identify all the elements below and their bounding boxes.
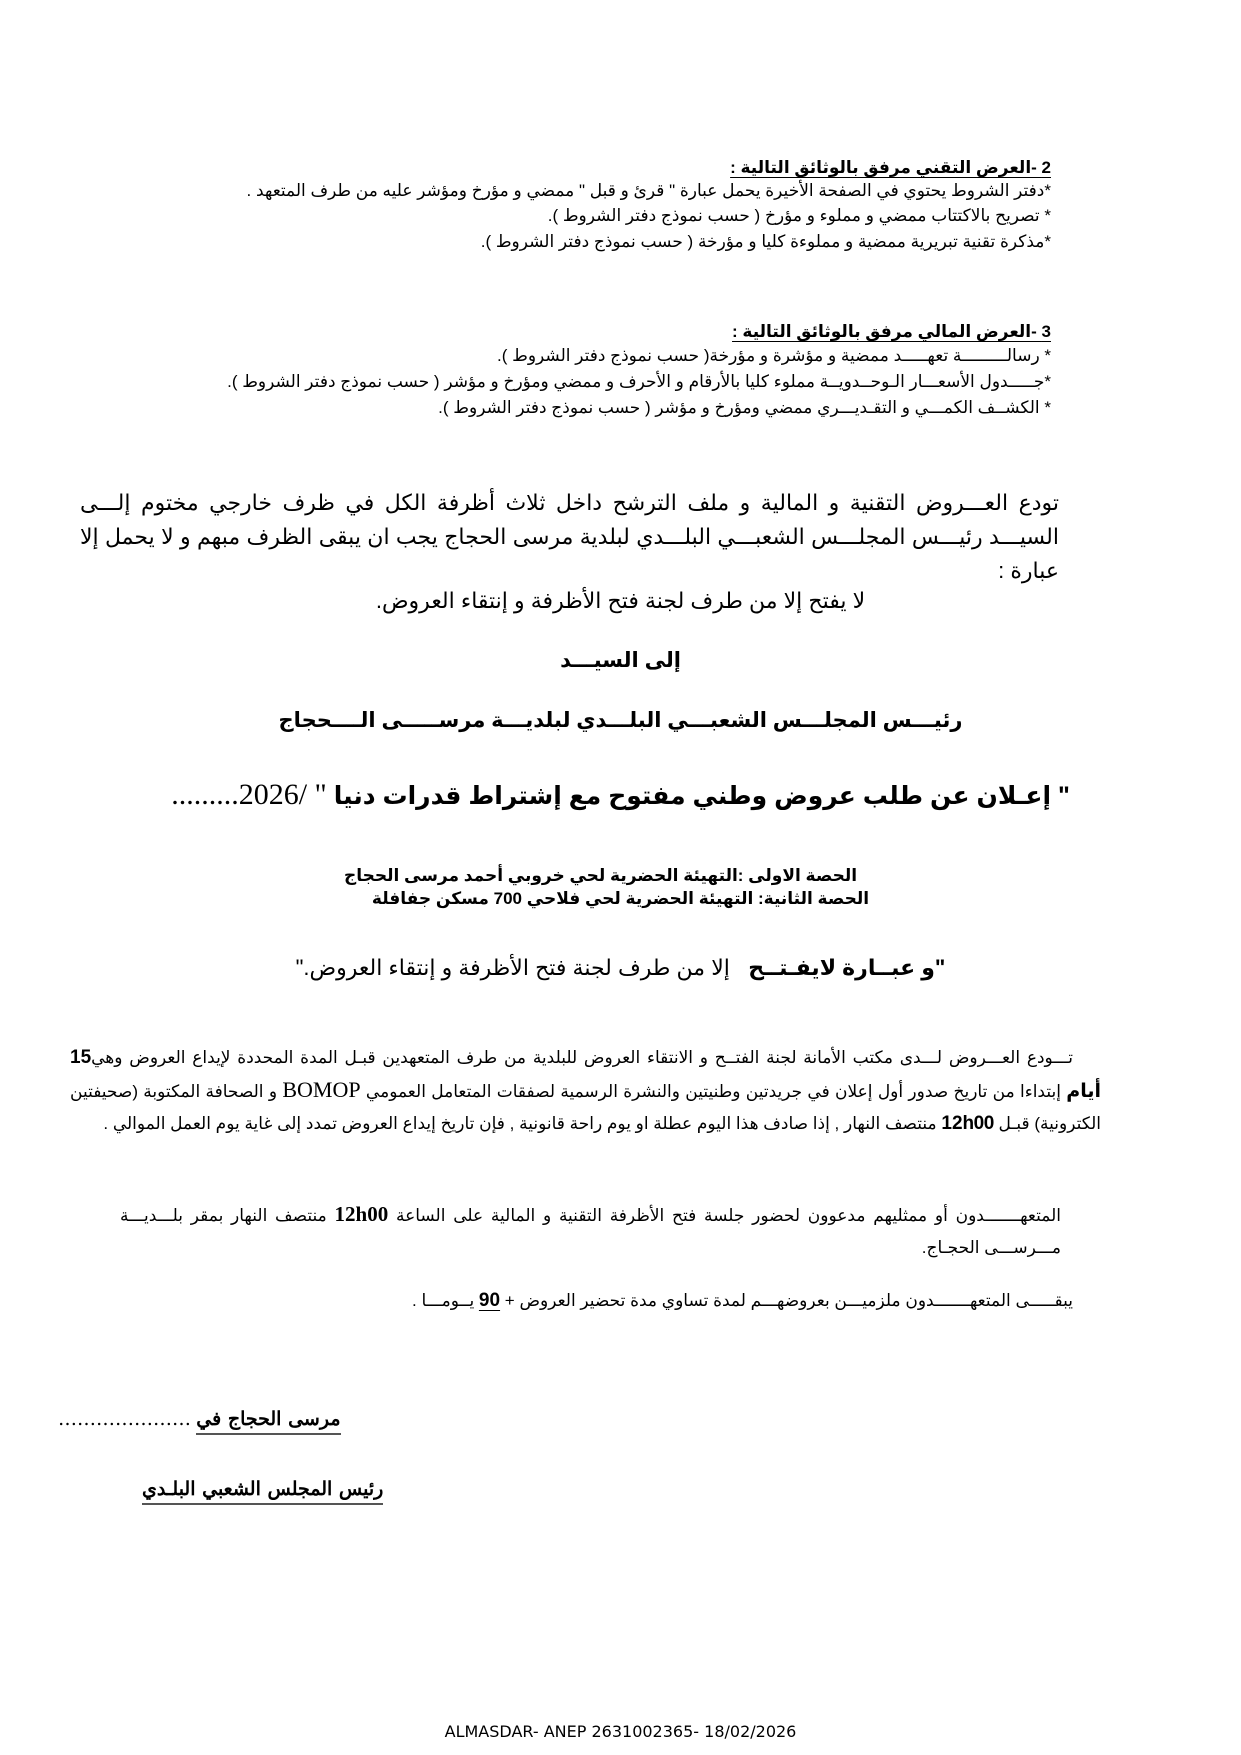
session-time: 12h00 bbox=[334, 1202, 389, 1226]
phrase-note-bold: "و عبــارة لايفـتــح bbox=[748, 955, 946, 980]
financial-offer-item: * الكشــف الكمـــي و التقـديـــري ممضي ومؤرخ و مؤشر ( حسب نموذج دفتر الشروط ). bbox=[438, 398, 1051, 417]
signature-place-dots: ………………… bbox=[58, 1408, 191, 1430]
lot-2: الحصة الثانية: التهيئة الحضرية لحي فلاحي 700 مسكن جفافلة bbox=[371, 889, 870, 908]
validity-days: 90 bbox=[478, 1290, 501, 1311]
lot-1: الحصة الاولى :التهيئة الحضرية لحي خروبي أحمد مرسى الحجاج bbox=[343, 866, 858, 885]
signatory-title: رئيس المجلس الشعبي البلـدي bbox=[142, 1478, 383, 1505]
financial-offer-title: 3 -العرض المالي مرفق بالوثائق التالية : bbox=[732, 322, 1051, 341]
deadline-text-1: تـــودع العـــروض لـــدى مكتب الأمانة لجنة الفتــح و الانتقاء العروض للبلدية من طرف المتعهدين قبـل المدة المحددة لإيداع العروض وهي bbox=[91, 1048, 1073, 1067]
announcement-number-text: .........2026/ " bbox=[171, 778, 327, 811]
validity-paragraph bbox=[412, 1290, 1073, 1312]
financial-offer-item: *جـــــدول الأسعـــار الـوحــدويــة مملوء كليا بالأرقام و الأحرف و ممضي ومؤرخ و مؤشر ( حسب نموذج دفتر الشروط ). bbox=[227, 372, 1051, 391]
bomop-label: BOMOP bbox=[282, 1077, 361, 1102]
technical-offer-item: * تصريح بالاكتتاب ممضي و مملوء و مؤرخ ( حسب نموذج دفتر الشروط ). bbox=[547, 206, 1051, 225]
announcement-number bbox=[171, 778, 327, 811]
financial-offer-item: * رسالـــــــــة تعهـــــد ممضية و مؤشرة و مؤرخة( حسب نموذج دفتر الشروط ). bbox=[496, 346, 1051, 365]
technical-offer-title: 2 -العرض التقني مرفق بالوثائق التالية : bbox=[730, 158, 1051, 177]
addressee-name: رئيـــس المجلـــس الشعبـــي البلـــدي لبلديـــة مرســـــى الــــحجاج bbox=[278, 709, 963, 732]
validity-text-1: يبقـــــى المتعهـــــــدون ملزميـــن بعروضهـــم لمدة تساوي مدة تحضير العروض + bbox=[504, 1291, 1073, 1310]
announcement-text: " إعـلان عن طلب عروض وطني مفتوح مع إشتراط قدرات دنيا bbox=[333, 782, 1070, 810]
signature-place-label: مرسى الحجاج في bbox=[196, 1408, 340, 1435]
deadline-text-3: و الصحافة المكتوبة (صحيفتين الكترونية) قبـل bbox=[70, 1082, 1101, 1133]
announcement-title bbox=[0, 778, 1241, 812]
deadline-text-4: منتصف النهار , إذا صادف هذا اليوم عطلة او يوم راحة قانونية , فإن تاريخ إيداع العروض تمدد إلى غاية يوم العمل الموالي . bbox=[103, 1114, 937, 1133]
signature-place bbox=[58, 1408, 341, 1431]
envelope-note: لا يفتح إلا من طرف لجنة فتح الأظرفة و إنتقاء العروض. bbox=[375, 588, 866, 613]
deposit-paragraph: تودع العـــروض التقنية و المالية و ملف الترشح داخل ثلاث أظرفة الكل في ظرف خارجي مختوم إلـــى السيـــد رئيـــس المجلـــس الشعبـــي البلـــدي لبلدية مرسى الحجاج يجب ان يبقى الظرف مبهم و لا يحمل إلا عبارة : bbox=[80, 490, 1059, 583]
technical-offer-item: *دفتر الشروط يحتوي في الصفحة الأخيرة يحمل عبارة " قرئ و قبل " ممضي و مؤرخ ومؤشر عليه من طرف المتعهد . bbox=[246, 181, 1051, 200]
footer-reference: ALMASDAR- ANEP 2631002365- 18/02/2026 bbox=[444, 1722, 797, 1741]
addressee-to: إلى السيـــد bbox=[560, 649, 681, 672]
signatory bbox=[142, 1478, 383, 1500]
phrase-note bbox=[0, 955, 1241, 981]
session-text-1: المتعهـــــــدون أو ممثليهم مدعوون لحضور جلسة فتح الأظرفة التقنية و المالية على الساعة bbox=[395, 1206, 1061, 1225]
deadline-paragraph bbox=[70, 1042, 1101, 1140]
deadline-days: 15 أيام bbox=[70, 1047, 1101, 1102]
session-text-2: منتصف النهار بمقر بلـــديـــة مـــرســـى الحجـاج. bbox=[120, 1206, 1061, 1257]
session-paragraph bbox=[120, 1198, 1061, 1264]
deadline-text-2: إبتداءا من تاريخ صدور أول إعلان في جريدتين وطنيتين والنشرة الرسمية لصفقات المتعامل العمومي bbox=[365, 1082, 1061, 1101]
phrase-note-rest: إلا من طرف لجنة فتح الأظرفة و إنتقاء العروض." bbox=[295, 955, 730, 980]
deadline-time: 12h00 bbox=[941, 1113, 994, 1134]
validity-text-2: يــومـــا . bbox=[412, 1291, 475, 1310]
technical-offer-item: *مذكرة تقنية تبريرية ممضية و مملوءة كليا و مؤرخة ( حسب نموذج دفتر الشروط ). bbox=[480, 232, 1051, 251]
